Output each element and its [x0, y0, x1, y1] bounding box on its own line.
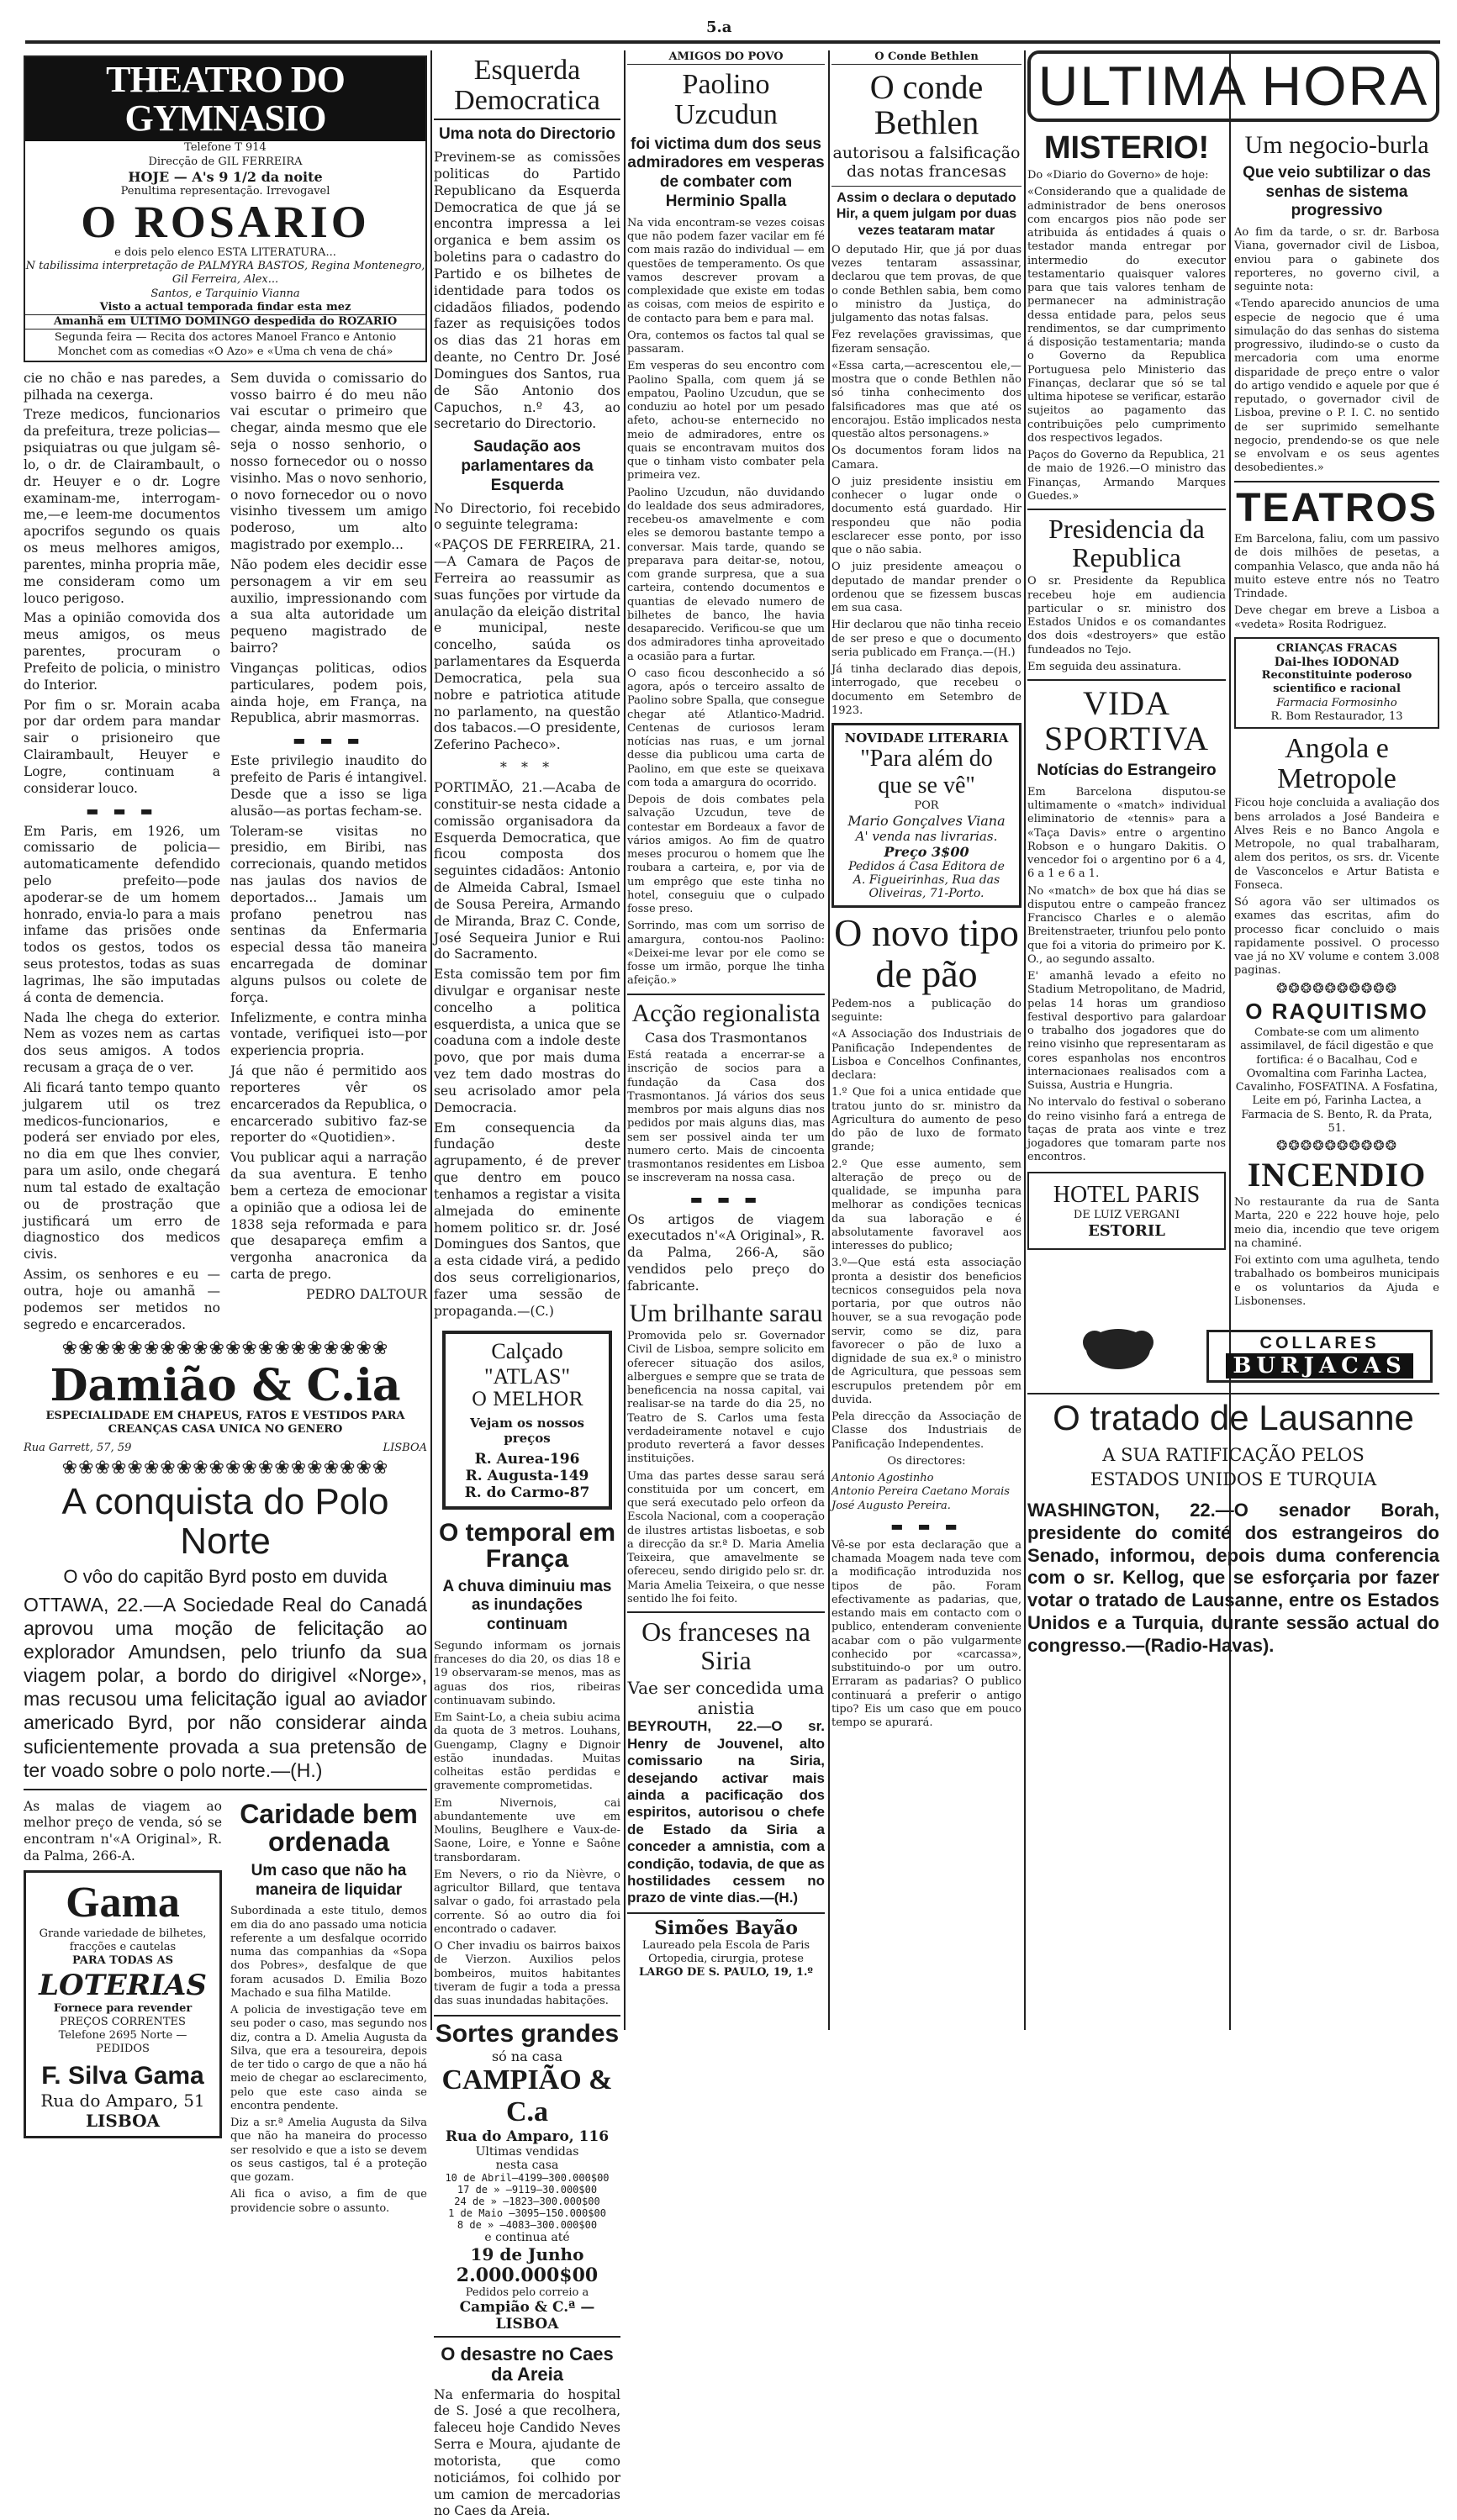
- paragraph: Já que não é permitido aos reporteres vêr os encarcerados da Republica, o encarcerado subitivo faz-se reporter do «Quotidien».: [230, 1063, 427, 1146]
- collares-brand: BURJACAS: [1226, 1353, 1412, 1379]
- paragraph: «Considerando que a qualidade de administrador de bens onerosos com encargos pios não pode ser atribuida ás entidades á quais o testador manda entregar por intermedio do executor testamentario quaisquer valores para que tais valores tenham de permanecer na administração dessa entidade para, pelos seus rendimentos, se dar cumprimento á disposição testamentaria; manda o Governo da Republica Portuguesa pelo Ministerio das Finanças, declarar que só se tal ultima hipotese se verificar, estarão sujeitos ao pagamento das contribuições pelo cumprimento dos respectivos legados.: [1027, 186, 1227, 445]
- column-rule: [624, 50, 626, 2030]
- novidade-by: POR: [914, 799, 939, 813]
- theatro-phone: Telefone T 914: [184, 141, 267, 155]
- ornament-border: ❂❂❂❂❂❂❂❂❂❂: [1275, 1137, 1398, 1153]
- sortes-line: Pedidos pelo correio a: [465, 2286, 589, 2300]
- paragraph: Não podem eles decidir esse personagem a vir em seu auxilio, impressionando com a sua alta autoridade um pequeno magistrado de bairro?: [230, 556, 427, 656]
- paragraph: Só agora vão ser ultimados os exames das escritas, afim do processo ficar concluido o mais rapidamente possivel. O processo vae já no XV volume e contem 3.008 paginas.: [1234, 896, 1439, 978]
- sortes-line: Ultimas vendidas: [475, 2145, 579, 2159]
- paragraph: Paolino Uzcudun, não duvidando do lealdade dos seus admiradores, recebeu-os amavelmente e com eles se demorou bastante tempo a conversar. Mais tarde, quando se preparava para deitar-se, notou, com grande surpresa, que a sua carteira, contendo documentos e quantias de elevado numero de bilhetes de banco, lhe havia desaparecido. Verificou-se que um dos admiradores tinha aproveitado a ocasião para a furtar.: [627, 486, 825, 663]
- raquitismo-title: O RAQUITISMO: [1245, 998, 1428, 1024]
- paragraph: Em Paris, em 1926, um comissario de policia—automaticamente defendido pelo prefeito—pode apoderar-se de um homem honrado, envia-lo para a mais infame das prisões onde todos os gestos, todos os seus protestos, todas as suas lagrimas, lhe são imputadas á conta de demencia.: [24, 823, 220, 1005]
- paragraph: O juiz presidente insistiu em conhecer o lugar onde o documento está guardado. Hir respondeu que não podia esclarecer esse ponto, por isso que o não sabia.: [831, 475, 1021, 557]
- paragraph: 1.º Que foi a unica entidade que tratou junto do sr. ministro da Agricultura do aumento de peso do pão de luxo de formato grande;: [831, 1086, 1021, 1154]
- paragraph: Infelizmente, e contra minha vontade, verifiquei isto—por experiencia propria.: [230, 1010, 427, 1059]
- gama-loterias: LOTERIAS: [39, 1968, 207, 2002]
- ornament-border: ❀❀❀❀❀❀❀❀❀❀❀❀❀❀❀❀❀❀❀❀: [61, 1458, 389, 1479]
- lausanne-subtitle: A SUA RATIFICAÇÃO PELOS ESTADOS UNIDOS E TURQUIA: [1090, 1445, 1377, 1490]
- sortes-sub: só na casa: [491, 2048, 563, 2065]
- paragraph: Os directores:: [887, 1454, 966, 1468]
- desastre-title: O desastre no Caes da Areia: [441, 2343, 614, 2385]
- column-rule: [1024, 50, 1026, 2030]
- section-head: O Conde Bethlen: [831, 50, 1021, 65]
- paragraph: Em vesperas do seu encontro com Paolino Spalla, com quem já se empatou, Paolino Uzcudun, que se conduziu ao hotel por um pesado afeto, achou-se enternecido no meio de admiradores, entre os quais se encontravam muitos dos que o tinham visto combater pela primeira vez.: [627, 360, 825, 482]
- criancas-title: CRIANÇAS FRACAS: [1276, 641, 1397, 655]
- gama-ad: [24, 1870, 222, 2138]
- paragraph: Na vida encontram-se vezes coisas que não podem fazer vacilar em fé com mais razão do individual — em questões de temperamento. Os que vamos descrever provam a complexidade que existe em todas as coisas, com meios de espirito e de contacto para bem e para mal.: [627, 216, 825, 325]
- angola-title: Angola e Metropole: [1277, 733, 1396, 794]
- column-rule: [430, 50, 432, 2030]
- caridade-article: [230, 1795, 427, 2219]
- ultima-hora-banner: [1027, 50, 1439, 122]
- sortes-line: e continua até: [484, 2231, 570, 2245]
- column-bethlen: [831, 50, 1021, 2030]
- ultima-title: ULTIMA HORA: [1037, 55, 1429, 117]
- simoes-line: Laureado pela Escola de Paris: [641, 1938, 810, 1952]
- atlas-address: R. Aurea-196: [474, 1450, 580, 1468]
- paragraph: O sr. Presidente da Republica recebeu hoje em audiencia particular o sr. ministro dos Estados Unidos e os comandantes dos dois «destroyers» que estão fundeados no Tejo.: [1027, 575, 1226, 656]
- pao-title: O novo tipo de pão: [834, 911, 1019, 995]
- paragraph: Diz a sr.ª Amelia Augusta da Silva que não ha maneira do processo ser resolvido e que a isto se devem os seus castigos, tal é a proteção que gozam.: [230, 2117, 427, 2185]
- paragraph: Uma das partes desse sarau será constituida por um concert, em que será executado pelo orfeon da Escola Nacional, com a cooperação de ilustres artistas lisboetas, e sob a direcção da sr.ª D. Maria Amelia Teixeira, que amavelmente se ofereceu, sendo dirigido pelo sr. dr. Maria Amelia Teixeira, o que nesse sentido lhe foi feito.: [627, 1469, 825, 1605]
- franceses-title: Os franceses na Siria: [641, 1616, 810, 1675]
- paragraph: «Tendo aparecido anuncios de uma especie de negocio que é uma simulação do das senhas do sistema progressivo, iludindo-se o custo da mercadoria com uma enorme disparidade de preço entre o valor do artigo vendido e aquele por que é reputado, o governador civil de Lisboa, previne o P. I. C. no sentido de ser suprimido semelhante negocio, prendendo-se os que nele se envolvam e os seus agentes desobedientes.»: [1234, 298, 1439, 475]
- polo-article: [24, 1483, 427, 1781]
- paragraph: «A Associação dos Industriais de Panificação Independentes de Lisboa e Concelhos Confinantes, declara:: [831, 1028, 1021, 1083]
- director-name: José Augusto Pereira.: [831, 1499, 951, 1512]
- page-number: 5.a: [706, 18, 732, 36]
- paragraph: Os artigos de viagem executados n'«A Original», R. da Palma, 266-A, são vendidos pelo preço do fabricante.: [627, 1211, 825, 1294]
- sortes-result: 24 de » —1823—300.000$00: [454, 2196, 600, 2208]
- sortes-title: Sortes grandes: [435, 2020, 620, 2048]
- paragraph: Pela direcção da Associação de Classe dos Industriais de Panificação Independentes.: [831, 1410, 1021, 1451]
- director-name: Antonio Pereira Caetano Morais: [831, 1485, 1010, 1499]
- paragraph: «PAÇOS DE FERREIRA, 21.—A Camara de Paços de Ferreira ao reassumir as suas funções por virtude da anulação da eleição distrital e municipal, neste concelho, saúda os parlamentares da Esquerda Democratica, pela sua nobre e patriotica atitude no parlamento, na questão dos tabacos.—O presidente, Zeferino Pacheco».: [434, 537, 620, 753]
- paragraph: No intervalo do festival o soberano do reino visinho fará a entrega de taças de prata aos vinte e trez jogadores que tomaram parte nos encontros.: [1027, 1096, 1226, 1164]
- article-daltour: [24, 367, 427, 1337]
- sortes-result: 10 de Abril—4199—300.000$00: [445, 2172, 610, 2185]
- hotel-owner: DE LUIZ VERGANI: [1073, 1208, 1180, 1221]
- paragraph: cie no chão e nas paredes, a pilhada na cexerga.: [24, 370, 220, 403]
- paragraph: Ora, contemos os factos tal qual se passaram.: [627, 329, 825, 356]
- paragraph: Hir declarou que não tinha receio de ser preso e que o documento seria publicado em França.—(H.): [831, 619, 1021, 659]
- separator: ▬ ▬ ▬: [890, 1517, 963, 1534]
- sortes-name: CAMPIÃO & C.a: [441, 2064, 613, 2128]
- incendio-title: INCENDIO: [1247, 1156, 1427, 1194]
- sortes-result: 17 de » —9119—30.000$00: [457, 2184, 598, 2196]
- paragraph: A policia de investigação teve em seu poder o caso, mas segundo nos diz, contra a D. Amelia Augusta da Silva, que era a tesoureira, depois de ter tido o cargo de que a não há meio de chegar ao esclarecimento, pelo que este caso ainda se encontra pendente.: [230, 2004, 427, 2112]
- novidade-head: NOVIDADE LITERARIA: [844, 730, 1009, 746]
- paragraph: Por fim o sr. Morain acaba por dar ordem para mandar sair o prisioneiro que Clairambault, Heuyer e Logre, continuam a considerar louco.: [24, 697, 220, 796]
- temporal-subtitle: A chuva diminuiu mas as inundações continuam: [442, 1577, 612, 1634]
- separator: ▬ ▬ ▬: [689, 1190, 763, 1207]
- sortes-address: Rua do Amparo, 116: [445, 2128, 610, 2146]
- paragraph: E' amanhã levado a efeito no Stadium Metropolitano, de Madrid, pelas 14 horas um grandioso festival desportivo para galardoar o trabalho dos jogadores que do reino visinho que representaram as cores espanholas nos encontros internacionaes realisados com a Suissa, Austria e Hungria.: [1027, 970, 1226, 1093]
- paragraph: 2.º Que esse aumento, sem alteração de preço ou de qualidade, se impunha para melhorar as condições tecnicas da sua laboração e é absolutamente favoravel aos interesses do publico;: [831, 1157, 1021, 1253]
- sortes-date: 19 de Junho: [470, 2244, 584, 2265]
- paragraph: Paços do Governo da Republica, 21 de maio de 1926.—O ministro das Finanças, Armando Marques Guedes.»: [1027, 449, 1226, 503]
- theatro-line: Amanhã em ULTIMO DOMINGO despedida do ROZARIO: [25, 314, 425, 329]
- sortes-prize: 2.000.000$00: [456, 2264, 599, 2287]
- paragraph: No Directorio, foi recebido o seguinte telegrama:: [434, 500, 620, 533]
- simoes-name: Simões Bayão: [654, 1916, 798, 1939]
- novidade-line: A' venda nas livrarias.: [855, 829, 998, 845]
- negocio-subtitle: Que veio subtilizar o das senhas de sistema progressivo: [1243, 163, 1431, 220]
- damiao-name: Damião & C.ia: [50, 1360, 401, 1412]
- paragraph: Ficou hoje concluida a avaliação dos bens arrolados a José Bandeira e Alves Reis e no Banco Angola e Metropole, no qual trabalharam, alem dos peritos, os srs. dr. Vicente de Vasconcelos e Artur Batista e Fonseca.: [1234, 797, 1439, 892]
- paragraph: PORTIMÃO, 21.—Acaba de constituir-se nesta cidade a comissão organisadora da Esquerda Democratica, que ficou composta dos seguintes cidadãos: Antonio de Almeida Cabral, Ismael de Sousa Pereira, Armando de Miranda, Braz C. Conde, José Sequeira Junior e Rui do Sacramento.: [434, 780, 620, 962]
- paragraph: 3.º—Que está esta associação pronta a desistir dos beneficios tecnicos conseguidos pela nova portaria, por que outros não houver, se a sua revogação pode servir, como se diz, para favorecer o pão de luxo a dignidade de sua ex.ª o ministro de Agricultura, que pessoas sem escrupulos pretendem pôr em duvida.: [831, 1257, 1021, 1406]
- paragraph: Vinganças politicas, odios particulares, podem pois, ainda hoje, em França, na Republica, abrir masmorras.: [230, 660, 427, 726]
- criancas-line: Reconstituinte poderoso scientifico e racional: [1261, 669, 1412, 696]
- atlas-title: Calçado "ATLAS": [483, 1338, 571, 1389]
- damiao-ad: [24, 1360, 427, 1455]
- damiao-desc: ESPECIALIDADE EM CHAPEUS, FATOS E VESTIDOS PARA CREANÇAS CASA UNICA NO GENERO: [45, 1409, 405, 1437]
- theatro-line: Visto a actual temporada findar esta mez: [99, 300, 351, 314]
- criancas-line: R. Bom Restaurador, 13: [1270, 709, 1403, 723]
- signature: PEDRO DALTOUR: [306, 1286, 427, 1302]
- esquerda-subtitle: Uma nota do Directorio: [438, 125, 616, 144]
- paragraph: Em Barcelona disputou-se ultimamente o «match» individual eliminatorio de «tennis» para a «Taça Davis» entre o argentino Robson e o hungaro Dakitis. O vencedor foi o argentino por 6 a 4, 6 a 1 e 6 a 1.: [1027, 785, 1226, 881]
- sortes-line: nesta casa: [495, 2159, 559, 2173]
- left-columns: [24, 50, 427, 2215]
- gama-city: LISBOA: [85, 2110, 161, 2131]
- lion-emblem-icon: [1034, 1322, 1202, 1373]
- simoes-line: Ortopedia, cirurgia, protese: [648, 1952, 804, 1965]
- novidade-author: Mario Gonçalves Viana: [847, 813, 1006, 830]
- bethlen-subtitle: autorisou a falsificação das notas francesas: [832, 144, 1021, 182]
- paragraph: Ao fim da tarde, o sr. dr. Barbosa Viana, governador civil de Lisboa, enviou para o gabinete dos reporteres, no governo civil, a seguinte nota:: [1234, 226, 1439, 294]
- paragraph: Este privilegio inaudito do prefeito de Paris é intangivel. Desde que a isso se liga alusão—as portas fecham-se.: [230, 753, 427, 819]
- damiao-city: LISBOA: [383, 1442, 427, 1455]
- uzcudun-subtitle: foi victima dum dos seus admiradores em vesperas de combater com Herminio Spalla: [627, 134, 825, 211]
- paragraph: Nada lhe chega do exterior. Nem as vozes nem as cartas dos seus amigos. A todos recusam a graça de o ver.: [24, 1010, 220, 1076]
- gama-line: Fornece para revender: [53, 2001, 193, 2015]
- gama-name: F. Silva Gama: [41, 2061, 204, 2090]
- accao-title: Acção regionalista: [631, 999, 821, 1027]
- atlas-sub: O MELHOR: [471, 1389, 583, 1410]
- gama-line: PREÇOS CORRENTES: [60, 2015, 186, 2028]
- uzcudun-title: Paolino Uzcudun: [674, 69, 778, 130]
- ornament-border: ❀❀❀❀❀❀❀❀❀❀❀❀❀❀❀❀❀❀❀❀: [61, 1338, 389, 1360]
- gama-title: Gama: [66, 1878, 180, 1927]
- teatros-title: TEATROS: [1236, 485, 1438, 530]
- atlas-address: R. do Carmo-87: [464, 1484, 590, 1501]
- theatro-line: Penultima representação. Irrevogavel: [120, 184, 330, 198]
- right-columns: [1027, 50, 1439, 2030]
- paragraph: Previnem-se as comissões politicas do Partido Republicano da Esquerda Democratica de que já se encontra impressa a lei organica e bem assim os boletins para o cadastro do Partido e os bilhetes de identidade para todos os cidadãos filiados, podendo fazer as requisições todos os dias das 21 horas em deante, no Centro Dr. José Domingues dos Santos, rua de São Antonio dos Capuchos, n.º 43, ao secretario do Directorio.: [434, 150, 620, 432]
- gama-line: Telefone 2695 Norte — PEDIDOS: [58, 2029, 187, 2056]
- theatro-line: Segunda feira — Recita dos actores Manoel Franco e Antonio Monchet com as comedias «O Azo» e «Uma ch vena de chá»: [25, 329, 425, 361]
- criancas-ad: [1234, 637, 1439, 729]
- paragraph: Combate-se com um alimento assimilavel, de fácil digestão e que fortifica: é o Bacalhau, Cod e Ovomaltina com Farinha Lactea, Cavalinho, FOSFATINA. A Fosfatina, Leite em pó, Farinha Lactea, a Farmacia de S. Bento, R. da Prata, 51.: [1235, 1026, 1439, 1135]
- esquerda-title: Esquerda Democratica: [434, 55, 620, 120]
- theatro-time: HOJE — A's 9 1/2 da noite: [128, 168, 323, 185]
- esquerda-subtitle: Saudação aos parlamentares da Esquerda: [461, 438, 594, 494]
- hotel-city: ESTORIL: [1088, 1221, 1165, 1240]
- paragraph: Em consequencia da fundação deste agrupamento, é de prever que dentro em pouco tenhamos a registar a visita almejada do eminente homem politico sr. dr. José Domingues dos Santos, que a esta cidade virá, a pedido dos seus correligionarios, fazer uma sessão de propaganda.—(C.): [434, 1120, 620, 1319]
- malas-notice: As malas de viagem ao melhor preço de venda, só se encontram n'«A Original», R. da Palma, 266-A.: [24, 1798, 222, 1864]
- sortes-result: 1 de Maio —3095—150.000$00: [448, 2207, 606, 2220]
- polo-title: A conquista do Polo Norte: [61, 1481, 389, 1562]
- sortes-result: 8 de » —4083—300.000$00: [457, 2219, 598, 2232]
- negocio-title: Um negocio-burla: [1244, 131, 1429, 160]
- theatro-line: e dois pelo elenco ESTA LITERATURA...: [114, 245, 336, 259]
- simoes-ad: [627, 1912, 825, 1980]
- paragraph: O juiz presidente ameaçou o deputado de mandar prender o ordenou que se fizessem buscas em sua casa.: [831, 561, 1021, 615]
- paragraph: Em Barcelona, faliu, com um passivo de dois milhões de pesetas, a companhia Velasco, que anda não há muito esteve entre nós no Teatro Trindade.: [1234, 533, 1439, 601]
- paragraph: Vou publicar aqui a narração da sua aventura. E tenho bem a certeza de emocionar a opinião que a odiosa lei de 1838 seja reformada e para que desapareça emfim a vergonha anacronica da carta de prego.: [230, 1150, 427, 1283]
- paragraph: Ali fica o aviso, a fim de que providencie sobre o assunto.: [230, 2188, 427, 2215]
- paragraph: Vê-se por esta declaração que a chamada Moagem nada teve com a modificação introduzida nos tipos de pão. Foram efectivamente as padarias, que, estando mais em contacto com o publico, entenderam conveniente acabar com o pão vulgarmente conhecido por «carcassa», substituindo-o por um outro. Erraram as padarias? O publico continuará a preferir o antigo tipo? Eis um caso que em pouco tempo se apurará.: [831, 1538, 1021, 1730]
- lausanne-body: WASHINGTON, 22.—O senador Borah, presidente do comité dos estrangeiros do Senado, informou, depois duma conferencia com o sr. Kellog, que se esforçaria por fazer votar o tratado de Lausanne, entre os Estados Unidos e a Turquia, durante sessão actual do congresso.—(Radio-Havas).: [1027, 1499, 1439, 1656]
- column-uzcudun: [627, 50, 825, 2030]
- paragraph: O Cher invadiu os bairros baixos de Vierzon. Auxilios pelos bombeiros, muitos habitantes tiveram de fugir a toda a pressa das suas inundadas habitações.: [434, 1940, 620, 2008]
- paragraph: Em Nivernois, cai abundantemente uve em Moulins, Beuglhere e Vaux-de-Saone, Loire, e Yonne e Saône transbordaram.: [434, 1796, 620, 1864]
- paragraph: Toleram-se visitas no presidio, em Biribi, nas correcionais, quando metidos nas jaulas dos navios de deportados... Jamais um profano penetrou nas sentinas da Enfermaria especial dessa tão maneira encarregada de dominar alguns pulsos ou colete de força.: [230, 823, 427, 1005]
- paragraph: Sem duvida o comissario do vosso bairro é do meu não vai escutar o primeiro que chegar, ainda mesmo que ele seja o nosso senhorio, o nosso fornecedor ou o nosso visinho. Mas o novo senhorio, o novo fornecedor ou o novo visinho tivessem um amigo poderoso, um alto magistrado por exemplo...: [230, 370, 427, 553]
- paragraph: Segundo informam os jornais franceses do dia 20, os dias 18 e 19 observaram-se menos, mas as aguas dos rios, ribeiras continuavam subindo.: [434, 1639, 620, 1707]
- presidencia-title: Presidencia da Republica: [1048, 514, 1205, 572]
- top-rule: [25, 40, 1440, 44]
- gama-line: Grande variedade de bilhetes, fracções e cautelas: [39, 1927, 207, 1954]
- collares-line: COLLARES: [1259, 1334, 1380, 1352]
- hotel-ad: [1027, 1172, 1226, 1250]
- collares-ad: [1027, 1322, 1439, 1383]
- paragraph: No restaurante da rua de Santa Marta, 220 e 222 houve hoje, pelo meio dia, incendio que teve origem na chaminé.: [1234, 1196, 1439, 1250]
- paragraph: Subordinada a este titulo, demos em dia do ano passado uma noticia referente a um desfalque ocorrido numa das companhias da «Sopa dos Pobres», desfalque de que foram acusados D. Emilia Bozo Machado e sua filha Matilde.: [230, 1905, 427, 2000]
- director-name: Antonio Agostinho: [831, 1472, 934, 1485]
- paragraph: Foi extinto com uma agulheta, tendo trabalhado os bombeiros municipais e os voluntarios da Ajuda e Lisbonenses.: [1234, 1254, 1439, 1308]
- franceses-subtitle: Vae ser concedida uma anistia: [627, 1678, 825, 1719]
- gama-line: PARA TODAS AS: [71, 1954, 174, 1968]
- novidade-price: Preço 3$00: [884, 844, 969, 861]
- paragraph: Pedem-nos a publicação do seguinte:: [831, 997, 1021, 1025]
- paragraph: Em Nevers, o rio da Nièvre, o agricultor Billard, que tentava salvar o gado, foi arrastado pela corrente. Só ao outro dia foi encontrado o cadaver.: [434, 1868, 620, 1936]
- paragraph: O caso ficou desconhecido a só agora, após o terceiro assalto de Paolino sobre Spalla, que consegue chegar até Atlantico-Madrid. Centenas de curiosos leram notícias nas ruas, e um jornal desse dia publicou uma carta de Paolino, em que este se queixava com toda a amargura do ocorrido.: [627, 667, 825, 789]
- paragraph: Na enfermaria do hospital de S. José a que recolhera, faleceu hoje Candido Neves Serra e Moura, ajudante de motorista, que como noticiámos, foi colhido por um camion de mercadorias no Caes da Areia.: [434, 2386, 620, 2519]
- novidade-line: Pedidos á Casa Editora de A. Figueirinhas, Rua das Oliveiras, 71-Porto.: [848, 860, 1005, 901]
- gama-address: Rua do Amparo, 51: [40, 2090, 205, 2111]
- atlas-address: R. Augusta-149: [465, 1467, 589, 1484]
- novidade-ad: [831, 723, 1021, 908]
- criancas-line: Farmacia Formosinho: [1276, 696, 1397, 709]
- caridade-subtitle: Um caso que não ha maneira de liquidar: [251, 1861, 407, 1899]
- sortes-ad: [434, 2015, 620, 2338]
- paragraph: Ali ficará tanto tempo quanto julgarem util os trez medicos-funcionarios, e poderá ser enviado por eles, no dia em que lhes convier, para um asilo, onde chegará num tal estado de exaltação ou de prostração que justificará um erro de diagnostico dos medicos civis.: [24, 1079, 220, 1263]
- paragraph: Está reatada a encerrar-se a inscrição de socios para a fundação da Casa dos Trasmontanos. Já vários dos seus membros por mais alguns dias nos pedidos por mais alguns dias, mas sem ser possivel ainda ter um numero certo. Mais de cincoenta trasmontanos residentes em Lisboa se inscreveram na nossa casa.: [627, 1049, 825, 1185]
- column-rule: [828, 50, 830, 2030]
- theatro-title: THEATRO DO GYMNASIO: [25, 57, 425, 141]
- accao-subtitle: Casa dos Trasmontanos: [644, 1030, 808, 1046]
- temporal-title: O temporal em França: [438, 1518, 616, 1574]
- vida-title: VIDA SPORTIVA: [1043, 684, 1210, 758]
- paragraph: Do «Diario do Governo» de hoje:: [1027, 169, 1209, 182]
- theatro-ad: [24, 55, 427, 362]
- paragraph: Assim, os senhores e eu — outra, hoje ou amanhã — podemos ser metidos no segredo e encarcerados.: [24, 1267, 220, 1332]
- vida-subtitle: Notícias do Estrangeiro: [1037, 762, 1217, 780]
- separator: * * *: [499, 759, 555, 776]
- sarau-title: Um brilhante sarau: [629, 1299, 823, 1327]
- separator: ▬ ▬ ▬: [293, 732, 365, 749]
- caridade-title: Caridade bem ordenada: [240, 1798, 418, 1858]
- paragraph: «Essa carta,—acrescentou ele,—mostra que o conde Bethlen não só tinha conhecimento dos falsificadores mas que até os encorajou. Estão implicados nesta questão altos personagens.»: [831, 359, 1021, 441]
- separator: ▬ ▬ ▬: [86, 802, 158, 819]
- polo-subtitle: O vôo do capitão Byrd posto em duvida: [63, 1565, 388, 1587]
- ornament-border: ❂❂❂❂❂❂❂❂❂❂: [1275, 979, 1398, 996]
- theatro-line: N tabilissima interpretação de PALMYRA BASTOS, Regina Montenegro, Gil Ferreira, Alex...: [25, 260, 425, 287]
- paragraph: O deputado Hir, que já por duas vezes tentaram assassinar, declarou que tem provas, de que o conde Bethlen sabia, bem como o ministro da Justiça, do julgamento das notas falsas.: [831, 243, 1021, 325]
- damiao-address: Rua Garrett, 57, 59: [24, 1442, 132, 1455]
- paragraph: Deve chegar em breve a Lisboa a «vedeta» Rosita Rodriguez.: [1234, 604, 1439, 631]
- paragraph: Em Saint-Lo, a cheia subiu acima da quota de 3 metros. Louhans, Guengamp, Clagny e Dignoir estão inundadas. Muitas colheitas estão perdidas e gravemente comprometidas.: [434, 1711, 620, 1793]
- theatro-direction: Direcção de GIL FERREIRA: [148, 155, 303, 168]
- paragraph: Sorrindo, mas com um sorriso de amargura, contou-nos Paolino: «Deixei-me levar por ele como se fosse um irmão, porque lhe tinha afeição.»: [627, 920, 825, 988]
- lausanne-title: O tratado de Lausanne: [1053, 1398, 1414, 1437]
- paragraph: Treze medicos, funcionarios da prefeitura, treze policias—psiquiatras ou que julgam sê-lo, o dr. de Clairambault, o dr. Heuyer e o dr. Logre examinam-me, interrogam-me,—e leem-me documentos apocrifos segundo os quais os meus melhores amigos, parentes, minha propria mãe, me consideram como um louco perigoso.: [24, 407, 220, 606]
- paragraph: No «match» de box que há dias se disputou entre o campeão francez Francisco Charles e o alemão Breitenstraeter, triunfou pelo ponto que foi a vitoria do primeiro por K. O., ao segundo assalto.: [1027, 884, 1226, 966]
- paragraph: Mas a opinião comovida dos meus amigos, os meus parentes, procuram o Prefeito de policia, o ministro do Interior.: [24, 610, 220, 693]
- paragraph: Esta comissão tem por fim divulgar e organisar neste concelho a politica esquerdista, a unica que se coaduna com a indole deste povo, que por mais duma vez tem dado mostras do seu acrisolado amor pela Democracia.: [434, 967, 620, 1115]
- paragraph: Promovida pelo sr. Governador Civil de Lisboa, sempre solicito em oferecer situação dos asilos, albergues e sempre que se trata de beneficencia na nossa capital, vai realisar-se na tarde do dia 25, no Teatro de S. Carlos uma festa verdadeiramente notavel e cujo produto reverterá a favor desses instituições.: [627, 1330, 825, 1466]
- sortes-line: Campião & C.ª — LISBOA: [459, 2299, 595, 2333]
- theatro-play: O ROSARIO: [81, 197, 370, 248]
- paragraph: Depois de dois combates pela salvação Uzcudun, teve de contestar em Bordeaux a favor de vários amigos. Ao fim de quatro meses procurou o homem que lhe roubara a carteira, e, por via de um emprêgo que este tinha no hotel, conseguiu que o culpado fosse preso.: [627, 793, 825, 916]
- bethlen-subtitle: Assim o declara o deputado Hir, a quem julgam por duas vezes teataram matar: [831, 186, 1021, 239]
- paragraph: Fez revelações gravissimas, que fizeram sensação.: [831, 329, 1021, 356]
- atlas-ad: [442, 1331, 612, 1510]
- theatro-line: Santos, e Tarquinio Vianna: [150, 287, 300, 300]
- novidade-title: "Para além do que se vê": [860, 746, 993, 799]
- franceses-body: BEYROUTH, 22.—O sr. Henry de Jouvenel, alto comissario na Siria, desejando activar mais ainda a pacificação dos espiritos, autorisou o chefe de Estado da Siria a conceder a amnistia, com a condição, todavia, de que as hostilidades cessem no prazo de vinte dias.—(H.): [627, 1718, 825, 1906]
- misterio-title: MISTERIO!: [1043, 130, 1210, 166]
- column-esquerda: [434, 50, 620, 2519]
- polo-body: OTTAWA, 22.—A Sociedade Real do Canadá aprovou uma moção de felicitação ao explorador Amundsen, pelo triunfo da sua viagem polar, a bordo do dirigivel «Norge», mas recusou uma felicitação igual ao aviador americado Byrd, por não considerar ainda suficientemente provada a sua pretensão de ter voado sobre o polo norte.—(H.): [24, 1594, 427, 1781]
- section-head: AMIGOS DO POVO: [627, 50, 825, 65]
- simoes-address: LARGO DE S. PAULO, 19, 1.º: [639, 1966, 813, 1980]
- paragraph: Já tinha declarado dias depois, interrogado, que recebeu o documento em Setembro de 1923.: [831, 663, 1021, 717]
- criancas-line: Dai-lhes IODONAD: [1274, 656, 1400, 670]
- atlas-line: Vejam os nossos preços: [470, 1415, 584, 1446]
- bethlen-title: O conde Bethlen: [869, 68, 984, 142]
- paragraph: Os documentos foram lidos na Camara.: [831, 445, 1021, 472]
- paragraph: Em seguida deu assinatura.: [1027, 660, 1181, 673]
- hotel-title: HOTEL PARIS: [1053, 1181, 1201, 1208]
